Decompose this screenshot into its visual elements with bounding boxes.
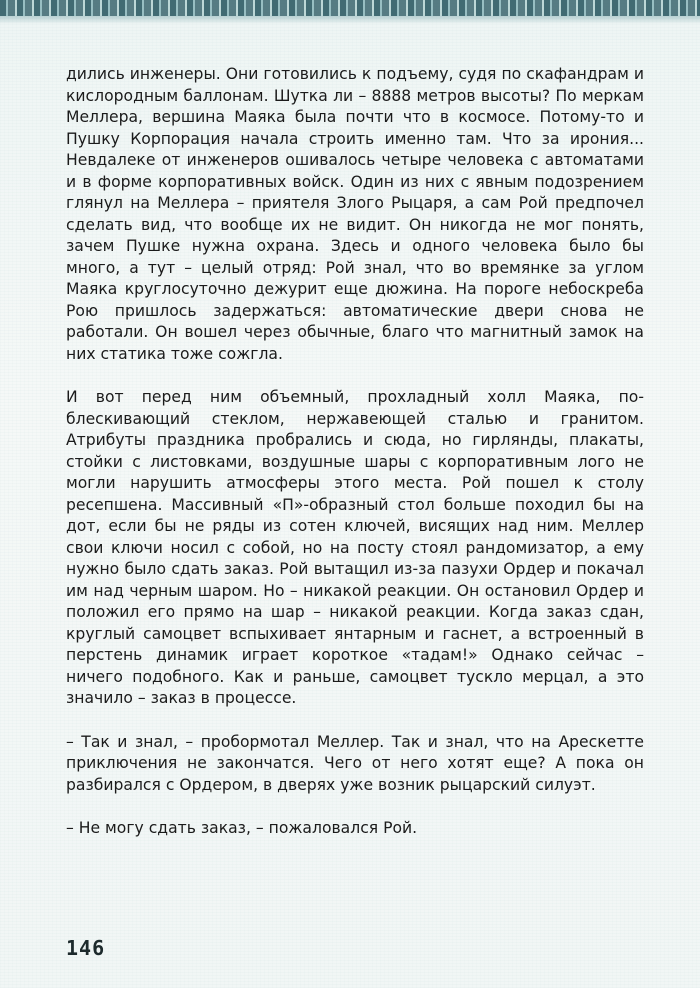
paragraph-4: – Не могу сдать заказ, – пожаловался Рой. [66, 819, 418, 837]
paragraph-3: – Так и знал, – пробормотал Меллер. Так и знал, что на Арескетте приключения не закончатся. Чего от него хотят еще? А пока он разбирался с Ордером, в дверях уже возник рыцарский силуэт. [66, 732, 644, 794]
paragraph-2: И вот перед ним объемный, прохладный холл Маяка, поблескивающий стеклом, нержавеющей сталью и гранитом. Атрибуты праздника пробрались и сюда, но гирлянды, плакаты, стойки с листовками, воздушные шары с корпоративным лого не могли нарушить атмосферы этого места. Рой пошел к столу ресепшена. Массивный «П»-образный стол больше походил бы на дот, если бы не ряды из сотен ключей, висящих над ним. Меллер свои ключи носил с собой, но на посту стоял рандомизатор, а ему нужно было сдать заказ. Рой вытащил из-за пазухи Ордер и покачал им над черным шаром. Но – никакой реакции. Он остановил Ордер и положил его прямо на шар – никакой реакции. Когда заказ сдан, круглый самоцвет вспыхивает янтарным и гаснет, а встроенный в перстень динамик играет короткое «тадам!» Однако сейчас – ничего подобного. Как и раньше, самоцвет тускло мерцал, а это значило – заказ в процессе. [66, 388, 644, 707]
paragraph-1: дились инженеры. Они готовились к подъему, судя по скафандрам и кислородным баллонам. Шутка ли – 8888 метров высоты? По меркам Меллера, вершина Маяка была почти что в космосе. Потому-то и Пушку Корпорация начала строить именно там. Что за ирония... Невдалеке от инженеров ошивалось четыре человека с автоматами и в форме корпоративных войск. Один из них с явным подозрением глянул на Меллера – приятеля Злого Рыцаря, а сам Рой предпочел сделать вид, что вообще их не видит. Он никогда не мог понять, зачем Пушке нужна охрана. Здесь и одного человека было бы много, а тут – целый отряд: Рой знал, что во времянке за углом Маяка круглосуточно дежурит еще дюжина. На пороге небоскреба Рою пришлось задержаться: автоматические двери снова не работали. Он вошел через обычные, благо что магнитный замок на них статика тоже сожгла. [66, 65, 644, 363]
decorative-top-band [0, 0, 700, 16]
decorative-top-fade [0, 16, 700, 24]
page-number: 146 [66, 936, 106, 960]
body-text [66, 64, 644, 840]
